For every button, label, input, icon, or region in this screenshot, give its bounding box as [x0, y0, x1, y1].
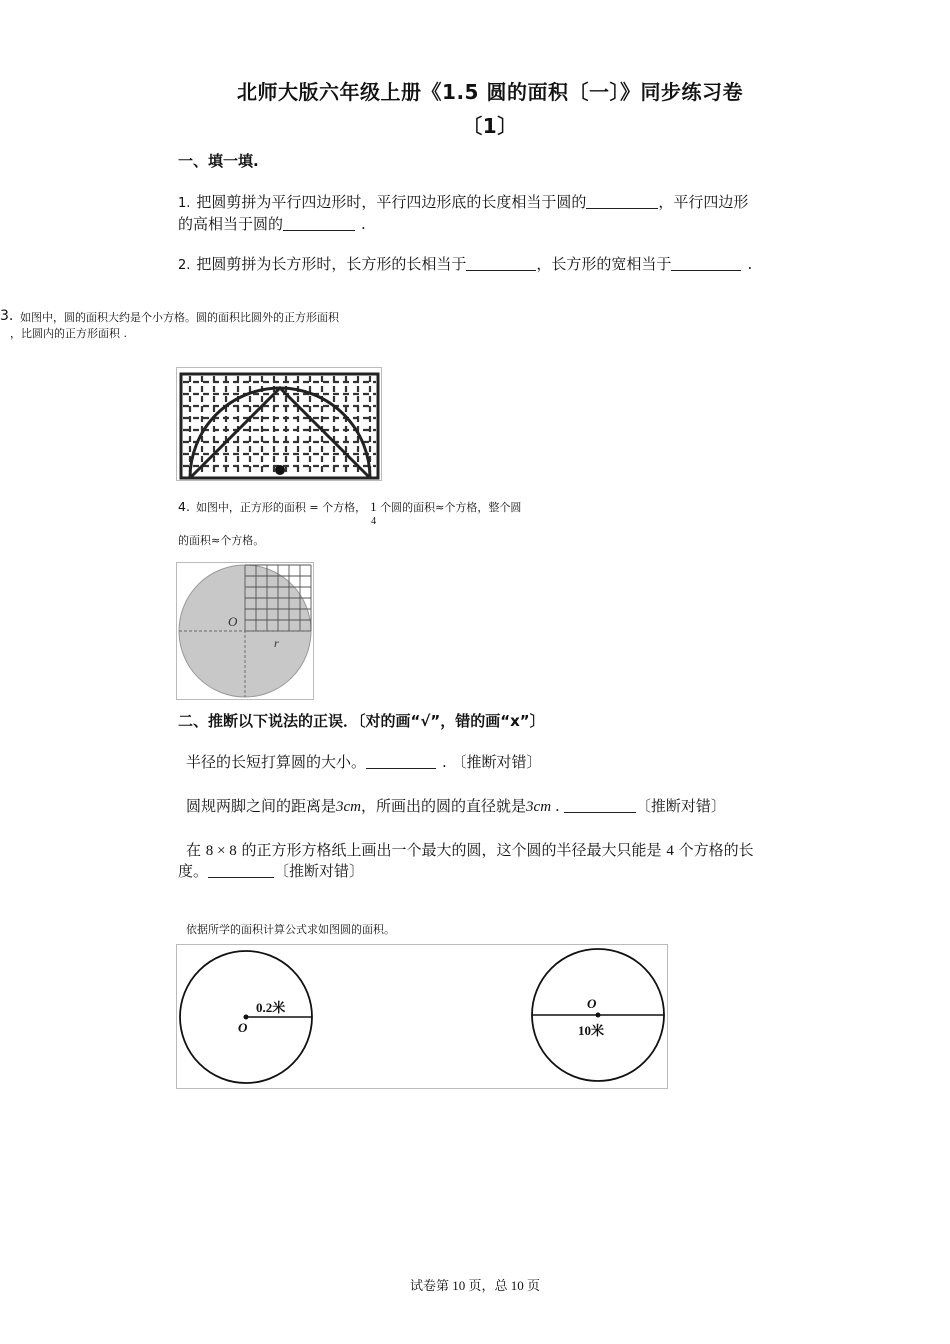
statement-1 — [186, 752, 806, 773]
statement-text: 半径的长短打算圆的大小。 — [186, 753, 367, 771]
page-title-subline: 〔1〕 — [462, 114, 518, 138]
question-number: 3. — [0, 308, 14, 324]
section-heading-fill: 一、填一填. — [178, 152, 259, 170]
statement-text: 度。 — [178, 862, 209, 880]
radius-label: 0.2米 — [256, 1000, 286, 1015]
quarter-circle-grid-figure — [176, 562, 314, 700]
grid-circle-figure — [176, 367, 382, 481]
question-text: . — [361, 215, 366, 233]
answer-blank[interactable] — [366, 753, 436, 769]
statement-text: 的正方形方格纸上画出一个最大的圆，这个圆的半径最大只能是 — [241, 841, 662, 859]
statement-text: 〔推断对错〕 — [635, 797, 726, 815]
page-title: 北师大版六年级上册《1.5 圆的面积〔一〕》同步练习卷 — [237, 80, 743, 104]
question-text: 把圆剪拼为长方形时，长方形的长相当于 — [196, 255, 467, 273]
section-heading-judge: 二、推断以下说法的正误．〔对的画“√”，错的画“x”〕 — [178, 712, 545, 730]
question-number: 2. — [178, 258, 191, 273]
answer-blank[interactable] — [671, 255, 741, 271]
math-value: 8 × 8 — [205, 843, 237, 859]
question-number: 4. — [178, 499, 190, 514]
center-label: O — [587, 996, 597, 1011]
math-value: 3cm — [526, 799, 552, 815]
answer-blank[interactable] — [283, 215, 355, 231]
area-instruction: 依据所学的面积计算公式求如图圆的面积。 — [186, 923, 395, 936]
answer-blank[interactable] — [466, 255, 536, 271]
question-text: 个圆的面积≈个方格，整个圆 — [380, 501, 522, 514]
center-label: O — [238, 1020, 248, 1035]
question-text: ，长方形的宽相当于 — [536, 255, 672, 273]
question-3-text: 如图中，圆的面积大约是个小方格。圆的面积比圆外的正方形面积 — [20, 311, 339, 324]
question-text: ，平行四边形 — [658, 193, 749, 211]
question-1 — [178, 192, 808, 235]
answer-blank[interactable] — [586, 193, 658, 209]
statement-2 — [186, 796, 806, 818]
statement-text: 圆规两脚之间的距离是 — [186, 797, 337, 815]
page-footer: 试卷第 10 页，总 10 页 — [409, 1278, 540, 1293]
statement-text: . 〔推断对错〕 — [442, 753, 542, 771]
fraction — [370, 498, 380, 527]
statement-3 — [186, 840, 811, 862]
statement-text: 〔推断对错〕 — [274, 862, 365, 880]
statement-text: . — [555, 797, 560, 815]
question-4 — [178, 498, 598, 527]
answer-blank[interactable] — [208, 862, 274, 878]
question-text: 的高相当于圆的 — [178, 215, 284, 233]
statement-text: 在 — [186, 841, 202, 859]
question-number: 1. — [178, 196, 191, 211]
math-value: 3cm — [336, 799, 362, 815]
question-text: 如图中，正方形的面积 = 个方格， — [195, 501, 367, 514]
question-2 — [178, 254, 808, 276]
question-3-text-line2: ，比圆内的正方形面积 . — [10, 327, 127, 340]
question-4-line2: 的面积≈个方格。 — [178, 534, 265, 547]
statement-3-line2 — [178, 861, 798, 882]
question-text: . — [747, 255, 753, 273]
question-text: 把圆剪拼为平行四边形时，平行四边形底的长度相当于圆的 — [196, 193, 587, 211]
fraction-denominator: 4 — [371, 516, 377, 527]
statement-text: 个方格的长 — [678, 841, 754, 859]
circles-figure — [176, 944, 668, 1089]
statement-text: ，所画出的圆的直径就是 — [361, 797, 527, 815]
math-value: 4 — [666, 843, 674, 859]
fraction-numerator: 1 — [370, 499, 377, 514]
center-label: O — [228, 614, 238, 629]
answer-blank[interactable] — [564, 797, 636, 813]
diameter-label: 10米 — [578, 1023, 605, 1038]
radius-label: r — [274, 636, 279, 650]
